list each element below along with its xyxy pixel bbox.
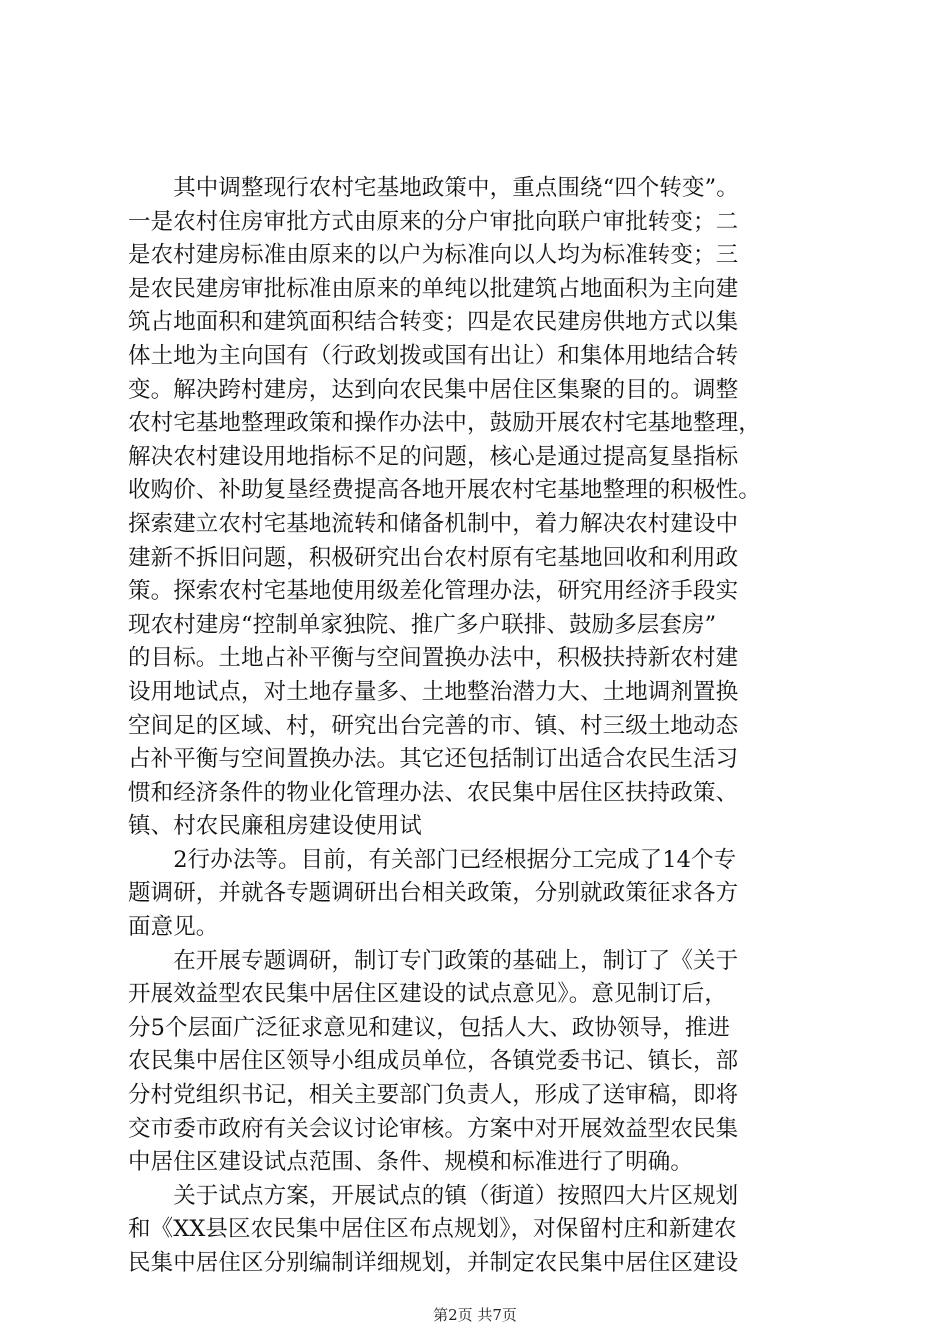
text-line: 是农民建房审批标准由原来的单纯以批建筑占地面积为主向建 (128, 275, 739, 302)
text-line: 其中调整现行农村宅基地政策中，重点围绕“四个转变”。 (128, 175, 739, 201)
text-line: 关于试点方案，开展试点的镇（街道）按照四大片区规划 (128, 1182, 739, 1209)
text-line: 策。探索农村宅基地使用级差化管理办法，研究用经济手段实 (128, 578, 739, 605)
text-line: 中居住区建设试点范围、条件、规模和标准进行了明确。 (128, 1149, 694, 1176)
text-line: 2行办法等。目前，有关部门已经根据分工完成了14个专 (128, 846, 737, 873)
text-line: 空间足的区域、村，研究出台完善的市、镇、村三级土地动态 (128, 712, 739, 739)
text-line: 现农村建房“控制单家独院、推广多户联排、鼓励多层套房” (128, 611, 717, 638)
page-footer: 第2页 共7页 (433, 1306, 517, 1324)
text-line: 体土地为主向国有（行政划拨或国有出让）和集体用地结合转 (128, 342, 739, 369)
text-line: 设用地试点，对土地存量多、土地整治潜力大、土地调剂置换 (128, 678, 739, 705)
text-line: 在开展专题调研，制订专门政策的基础上，制订了《关于 (128, 947, 739, 974)
text-line: 民集中居住区分别编制详细规划，并制定农民集中居住区建设 (128, 1250, 739, 1276)
text-line: 占补平衡与空间置换办法。其它还包括制订出适合农民生活习 (128, 746, 739, 773)
text-line: 农村宅基地整理政策和操作办法中，鼓励开展农村宅基地整理， (128, 410, 761, 437)
text-line: 是农村建房标准由原来的以户为标准向以人均为标准转变；三 (128, 242, 739, 269)
text-line: 建新不拆旧问题，积极研究出台农村原有宅基地回收和利用政 (128, 544, 739, 571)
text-line: 变。解决跨村建房，达到向农民集中居住区集聚的目的。调整 (128, 376, 739, 403)
text-line: 的目标。土地占补平衡与空间置换办法中，积极扶持新农村建 (128, 645, 739, 672)
text-line: 题调研，并就各专题调研出台相关政策，分别就政策征求各方 (128, 880, 739, 907)
text-line: 收购价、补助复垦经费提高各地开展农村宅基地整理的积极性。 (128, 477, 761, 504)
text-line: 分村党组织书记，相关主要部门负责人，形成了送审稿，即将 (128, 1082, 739, 1109)
text-line: 惯和经济条件的物业化管理办法、农民集中居住区扶持政策、 (128, 779, 739, 806)
text-line: 探索建立农村宅基地流转和储备机制中，着力解决农村建设中 (128, 510, 739, 537)
text-line: 和《XX县区农民集中居住区布点规划》，对保留村庄和新建农 (128, 1216, 737, 1243)
text-line: 筑占地面积和建筑面积结合转变；四是农民建房供地方式以集 (128, 309, 739, 336)
text-line: 农民集中居住区领导小组成员单位，各镇党委书记、镇长，部 (128, 1048, 739, 1075)
text-line: 面意见。 (128, 914, 219, 941)
text-line: 分5个层面广泛征求意见和建议，包括人大、政协领导，推进 (128, 1014, 731, 1041)
text-line: 开展效益型农民集中居住区建设的试点意见》。意见制订后， (128, 981, 727, 1008)
text-line: 交市委市政府有关会议讨论审核。方案中对开展效益型农民集 (128, 1115, 739, 1142)
text-line: 解决农村建设用地指标不足的问题，核心是通过提高复垦指标 (128, 443, 739, 470)
text-line: 镇、村农民廉租房建设使用试 (128, 813, 422, 840)
text-line: 一是农村住房审批方式由原来的分户审批向联户审批转变；二 (128, 208, 739, 235)
body-text (128, 172, 848, 1281)
